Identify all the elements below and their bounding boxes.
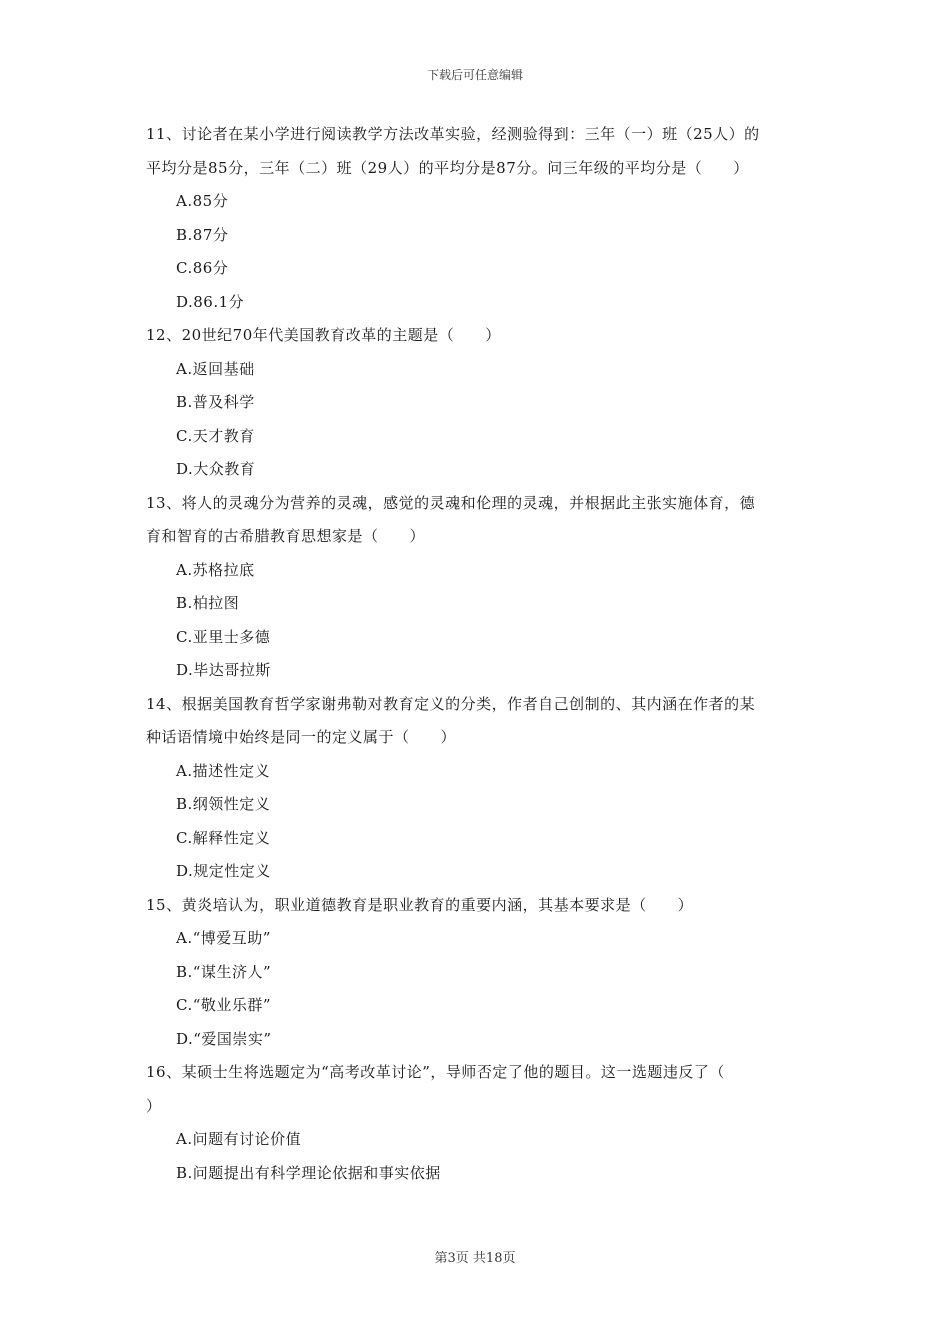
question-stem-line: 15、黄炎培认为，职业道德教育是职业教育的重要内涵，其基本要求是（ ） — [146, 895, 694, 914]
question-list — [146, 118, 810, 1190]
page-footer: 第3页 共18页 — [434, 1251, 516, 1266]
option-b: B.问题提出有科学理论依据和事实依据 — [176, 1163, 441, 1182]
question-stem-line: 13、将人的灵魂分为营养的灵魂，感觉的灵魂和伦理的灵魂，并根据此主张实施体育，德 — [146, 493, 756, 512]
option-a: A.问题有讨论价值 — [176, 1130, 302, 1148]
option-b: B.柏拉图 — [176, 594, 240, 612]
option-b: B.87分 — [176, 225, 229, 244]
option-d: D.规定性定义 — [176, 862, 271, 880]
option-c: C.亚里士多德 — [176, 627, 271, 646]
question-stem-line: 16、某硕士生将选题定为“高考改革讨论”，导师否定了他的题目。这一选题违反了（ — [146, 1063, 725, 1081]
question-12 — [146, 319, 810, 487]
option-a: A.描述性定义 — [176, 761, 271, 780]
question-stem-line: 12、20世纪70年代美国教育改革的主题是（ ） — [146, 326, 501, 344]
page-header: 下载后可任意编辑 — [426, 68, 523, 82]
question-stem-line: 种话语情境中始终是同一的定义属于（ ） — [146, 728, 457, 746]
option-c: C.解释性定义 — [176, 828, 271, 847]
question-16 — [146, 1056, 810, 1190]
question-14 — [146, 688, 810, 889]
option-a: A.苏格拉底 — [176, 560, 255, 579]
option-d: D.“爱国崇实” — [176, 1029, 272, 1048]
option-b: B.纲领性定义 — [176, 795, 271, 813]
question-stem-line: 平均分是85分，三年（二）班（29人）的平均分是87分。问三年级的平均分是（ ） — [146, 158, 749, 177]
question-stem-line: 11、讨论者在某小学进行阅读教学方法改革实验，经测验得到：三年（一）班（25人）的 — [146, 125, 760, 143]
question-13 — [146, 487, 810, 688]
option-d: D.毕达哥拉斯 — [176, 661, 271, 679]
question-15 — [146, 889, 810, 1057]
option-b: B.“谋生济人” — [176, 962, 272, 981]
option-d: D.大众教育 — [176, 460, 256, 478]
question-11 — [146, 118, 810, 319]
question-stem-line: 14、根据美国教育哲学家谢弗勒对教育定义的分类，作者自己创制的、其内涵在作者的某 — [146, 694, 756, 713]
option-a: A.返回基础 — [176, 359, 255, 378]
option-c: C.“敬业乐群” — [176, 996, 272, 1014]
option-a: A.85分 — [176, 192, 229, 210]
option-c: C.86分 — [176, 259, 229, 277]
option-d: D.86.1分 — [176, 292, 245, 311]
option-b: B.普及科学 — [176, 393, 255, 411]
option-a: A.“博爱互助” — [176, 929, 271, 947]
question-stem-line: 育和智育的古希腊教育思想家是（ ） — [146, 527, 426, 545]
question-stem-line: ） — [146, 1096, 162, 1115]
option-c: C.天才教育 — [176, 426, 255, 445]
